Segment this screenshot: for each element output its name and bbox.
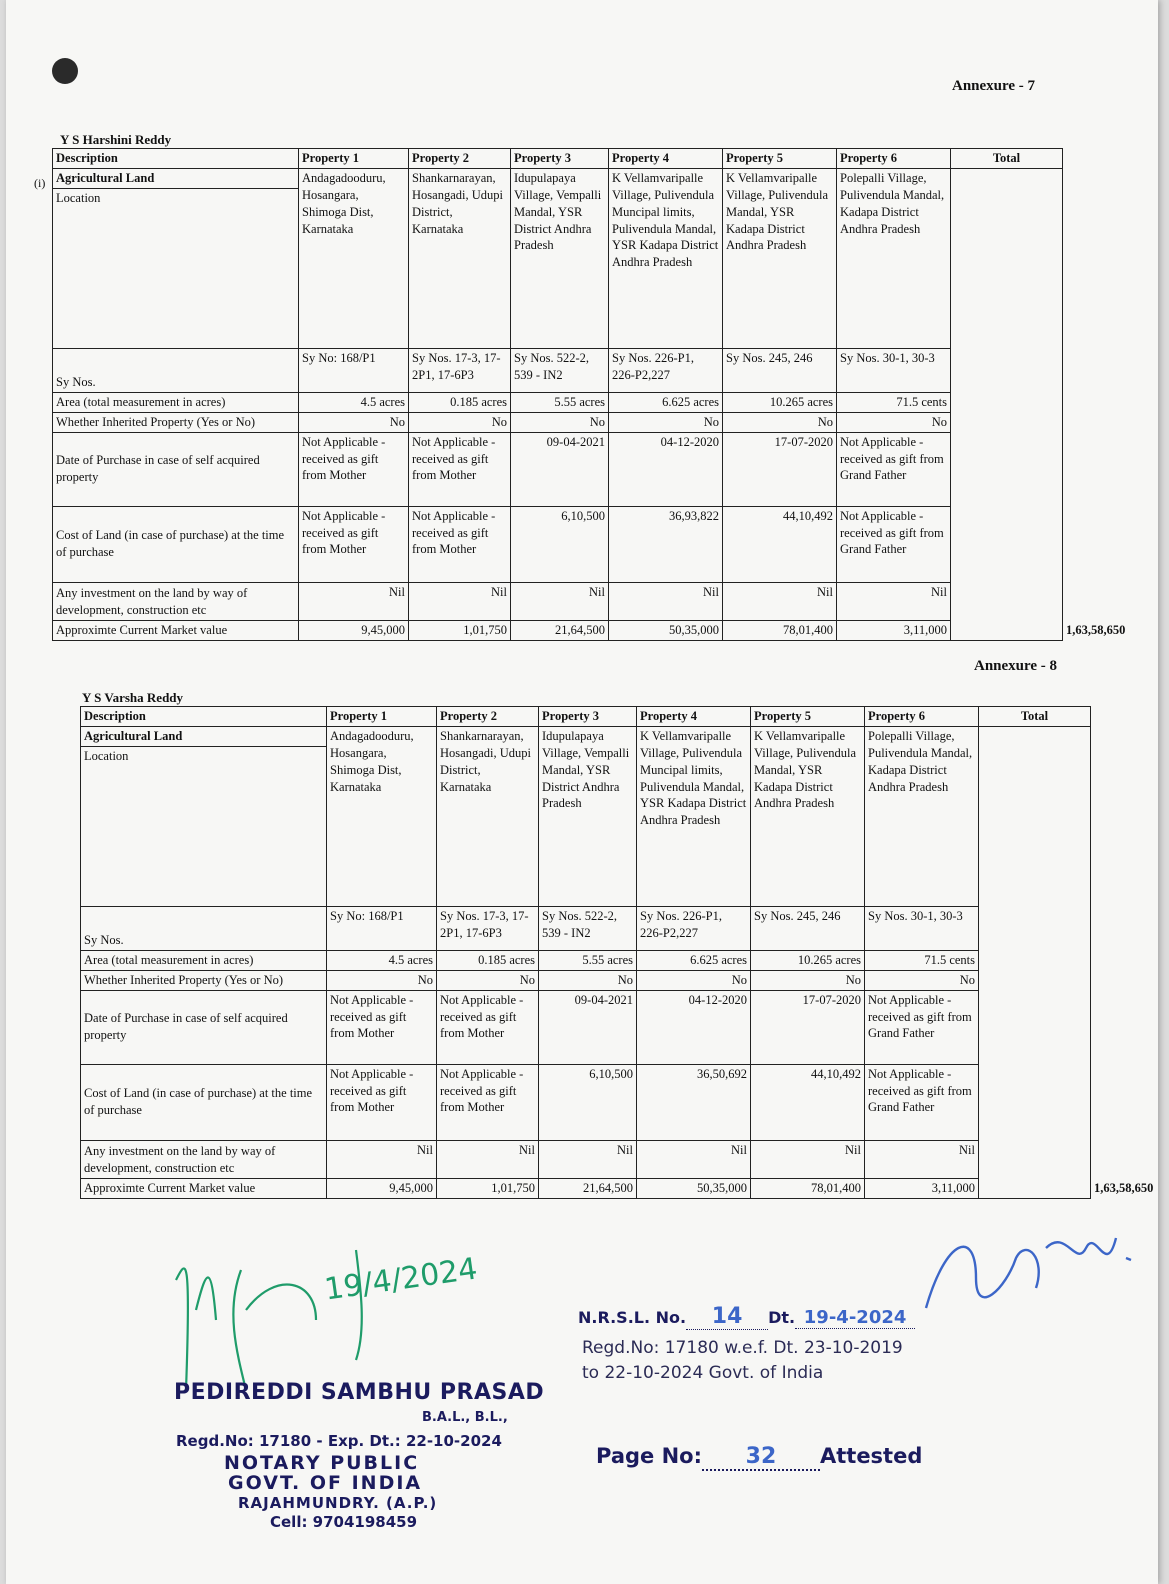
- sy-nos-cell: Sy Nos. 226-P1, 226-P2,227: [637, 906, 751, 950]
- category-label: Agricultural Land: [53, 168, 299, 188]
- area-cell: 4.5 acres: [327, 950, 437, 970]
- inherited-cell: No: [409, 412, 511, 432]
- investment-cell: Nil: [609, 582, 723, 620]
- property-6-header: Property 6: [837, 149, 951, 169]
- cost-cell: Not Applicable - received as gift from Mother: [437, 1064, 539, 1140]
- property-2-header: Property 2: [409, 149, 511, 169]
- property-3-header: Property 3: [511, 149, 609, 169]
- location-cell: Idupulapaya Village, Vempalli Mandal, YSR District Andhra Pradesh: [539, 726, 637, 906]
- property-6-header: Property 6: [865, 707, 979, 727]
- inherited-cell: No: [437, 970, 539, 990]
- market-value-cell: 9,45,000: [327, 1178, 437, 1198]
- market-value-cell: 50,35,000: [637, 1178, 751, 1198]
- area-cell: 71.5 cents: [865, 950, 979, 970]
- property-3-header: Property 3: [539, 707, 637, 727]
- total-header: Total: [979, 707, 1091, 727]
- nrsl-number: 14: [711, 1304, 743, 1329]
- area-cell: 5.55 acres: [539, 950, 637, 970]
- sy-nos-cell: Sy No: 168/P1: [327, 906, 437, 950]
- cost-cell: 6,10,500: [539, 1064, 637, 1140]
- total-column: [979, 726, 1091, 1198]
- market-value-cell: 21,64,500: [539, 1178, 637, 1198]
- sy-nos-label: Sy Nos.: [53, 348, 299, 392]
- sy-nos-cell: Sy Nos. 522-2, 539 - IN2: [511, 348, 609, 392]
- location-cell: K Vellamvaripalle Village, Pulivendula Mandal, YSR Kadapa District Andhra Pradesh: [751, 726, 865, 906]
- attested-label: Attested: [819, 1444, 923, 1468]
- cost-cell: Not Applicable - received as gift from Grand Father: [837, 506, 951, 582]
- investment-cell: Nil: [539, 1140, 637, 1178]
- cost-cell: Not Applicable - received as gift from Grand Father: [865, 1064, 979, 1140]
- annexure-8-label: Annexure - 8: [974, 658, 1058, 674]
- sy-nos-label: Sy Nos.: [81, 906, 327, 950]
- investment-cell: Nil: [837, 582, 951, 620]
- market-value-cell: 1,01,750: [409, 620, 511, 640]
- location-cell: Andagadooduru, Hosangara, Shimoga Dist, Karnataka: [299, 168, 409, 348]
- description-header: Description: [81, 707, 327, 727]
- cost-cell: 6,10,500: [511, 506, 609, 582]
- property-1-header: Property 1: [327, 707, 437, 727]
- nrsl-line: N.R.S.L. No. 14 Dt. 19-4-2024: [578, 1304, 915, 1330]
- purchase-date-cell: 04-12-2020: [609, 432, 723, 506]
- location-cell: Polepalli Village, Pulivendula Mandal, Kadapa District Andhra Pradesh: [837, 168, 951, 348]
- purchase-date-label: Date of Purchase in case of self acquired property: [81, 990, 327, 1064]
- inherited-cell: No: [751, 970, 865, 990]
- investment-cell: Nil: [865, 1140, 979, 1178]
- category-label: Agricultural Land: [81, 726, 327, 746]
- area-cell: 10.265 acres: [751, 950, 865, 970]
- market-value-label: Approximte Current Market value: [53, 620, 299, 640]
- location-cell: Idupulapaya Village, Vempalli Mandal, YSR District Andhra Pradesh: [511, 168, 609, 348]
- investment-cell: Nil: [511, 582, 609, 620]
- sy-nos-cell: Sy Nos. 226-P1, 226-P2,227: [609, 348, 723, 392]
- investment-cell: Nil: [437, 1140, 539, 1178]
- purchase-date-cell: Not Applicable - received as gift from Grand Father: [837, 432, 951, 506]
- area-cell: 5.55 acres: [511, 392, 609, 412]
- investment-label: Any investment on the land by way of development, construction etc: [53, 582, 299, 620]
- market-value-cell: 9,45,000: [299, 620, 409, 640]
- document-page: [6, 0, 1158, 1584]
- cost-cell: Not Applicable - received as gift from Mother: [409, 506, 511, 582]
- inherited-cell: No: [511, 412, 609, 432]
- market-value-cell: 3,11,000: [837, 620, 951, 640]
- purchase-date-cell: Not Applicable - received as gift from Mother: [437, 990, 539, 1064]
- inherited-cell: No: [539, 970, 637, 990]
- area-cell: 10.265 acres: [723, 392, 837, 412]
- purchase-date-cell: 09-04-2021: [539, 990, 637, 1064]
- investment-cell: Nil: [327, 1140, 437, 1178]
- property-5-header: Property 5: [751, 707, 865, 727]
- location-cell: Shankarnarayan, Hosangadi, Udupi District, Karnataka: [409, 168, 511, 348]
- property-4-header: Property 4: [609, 149, 723, 169]
- notary-place: RAJAHMUNDRY. (A.P.): [238, 1494, 438, 1512]
- notary-cell: Cell: 9704198459: [270, 1513, 418, 1531]
- roman-numeral: (i): [34, 176, 46, 190]
- inherited-cell: No: [327, 970, 437, 990]
- notary-title: NOTARY PUBLIC: [224, 1452, 420, 1474]
- investment-cell: Nil: [637, 1140, 751, 1178]
- purchase-date-cell: 09-04-2021: [511, 432, 609, 506]
- notary-degree: B.A.L., B.L.,: [422, 1410, 508, 1425]
- purchase-date-cell: Not Applicable - received as gift from Mother: [299, 432, 409, 506]
- inherited-cell: No: [865, 970, 979, 990]
- market-value-cell: 1,01,750: [437, 1178, 539, 1198]
- annexure-7-owner: Y S Harshini Reddy: [60, 132, 172, 147]
- purchase-date-cell: Not Applicable - received as gift from Mother: [327, 990, 437, 1064]
- inherited-label: Whether Inherited Property (Yes or No): [53, 412, 299, 432]
- area-cell: 6.625 acres: [609, 392, 723, 412]
- location-cell: K Vellamvaripalle Village, Pulivendula Muncipal limits, Pulivendula Mandal, YSR Kadapa District Andhra Pradesh: [609, 168, 723, 348]
- sy-nos-cell: Sy Nos. 17-3, 17-2P1, 17-6P3: [437, 906, 539, 950]
- property-1-header: Property 1: [299, 149, 409, 169]
- market-value-cell: 50,35,000: [609, 620, 723, 640]
- inherited-cell: No: [637, 970, 751, 990]
- location-label: Location: [53, 188, 299, 348]
- inherited-cell: No: [723, 412, 837, 432]
- purchase-date-cell: Not Applicable - received as gift from Grand Father: [865, 990, 979, 1064]
- notary-signature-date: 19/4/2024: [322, 1251, 480, 1308]
- sy-nos-cell: Sy Nos. 522-2, 539 - IN2: [539, 906, 637, 950]
- attestor-signature: [916, 1218, 1156, 1338]
- cost-cell: Not Applicable - received as gift from Mother: [327, 1064, 437, 1140]
- location-cell: Andagadooduru, Hosangara, Shimoga Dist, Karnataka: [327, 726, 437, 906]
- location-cell: Shankarnarayan, Hosangadi, Udupi District, Karnataka: [437, 726, 539, 906]
- area-cell: 6.625 acres: [637, 950, 751, 970]
- sy-nos-cell: Sy Nos. 245, 246: [723, 348, 837, 392]
- inherited-cell: No: [837, 412, 951, 432]
- annexure-7-table: Description Property 1 Property 2 Property 3 Property 4 Property 5 Property 6 Total Agricultural Land Andagadooduru, Hosangara, Shimoga Dist, Karnataka Shankarnarayan, Hosangadi, Udupi District, Karnataka Idupulapaya Village, Vempalli Mandal, YSR District Andhra Pradesh K Vellamvaripalle Village, Pulivendula Muncipal limits, Pulivendula Mandal, YSR Kadapa District Andhra Pradesh K Vellamvaripalle Village, Pulivendula Mandal, YSR Kadapa District Andhra Pradesh Polepalli Village, Pulivendula Mandal, Kadapa District Andhra Pradesh Location Sy Nos. Sy No: 168/P1 Sy Nos. 17-3, 17-2P1, 17-6P3 Sy Nos. 522-2, 539 - IN2 Sy Nos. 226-P1, 226-P2,227 Sy Nos. 245, 246 Sy Nos. 30-1, 30-3 Area (total measurement in acres) 4.5 acres 0.185 acres 5.55 acres 6.625 acres 10.265 acres 71.5 cents Whether Inherited Property (Yes or No) No No No No No No Date of Purchase in case of self acquired property Not Applicable - received as gift from Mother Not Applicable - received as gift from Mother 09-04-2021 04-12-2020 17-07-2020 Not Applicable - received as gift from Grand Father Cost of Land (in case of purchase) at the time of purchase Not Applicable - received as gift from Mother Not Applicable - received as gift from Mother 6,10,500 36,93,822 44,10,492 Not Applicable - received as gift from Grand Father Any investment on the land by way of development, construction etc Nil Nil Nil Nil Nil Nil Approximte Current Market value 9,45,000 1,01,750 21,64,500 50,35,000 78,01,400 3,11,000 1,63,58,650: [52, 148, 1063, 641]
- market-value-cell: 78,01,400: [723, 620, 837, 640]
- property-4-header: Property 4: [637, 707, 751, 727]
- cost-cell: Not Applicable - received as gift from Mother: [299, 506, 409, 582]
- location-cell: K Vellamvaripalle Village, Pulivendula Muncipal limits, Pulivendula Mandal, YSR Kadapa District Andhra Pradesh: [637, 726, 751, 906]
- purchase-date-cell: Not Applicable - received as gift from Mother: [409, 432, 511, 506]
- notary-regd: Regd.No: 17180 - Exp. Dt.: 22-10-2024: [176, 1432, 502, 1450]
- purchase-date-cell: 17-07-2020: [751, 990, 865, 1064]
- notary-govt: GOVT. OF INDIA: [228, 1472, 423, 1494]
- page-number: 32: [745, 1444, 777, 1469]
- cost-cell: 36,93,822: [609, 506, 723, 582]
- area-label: Area (total measurement in acres): [81, 950, 327, 970]
- description-header: Description: [53, 149, 299, 169]
- location-cell: Polepalli Village, Pulivendula Mandal, Kadapa District Andhra Pradesh: [865, 726, 979, 906]
- sy-nos-cell: Sy No: 168/P1: [299, 348, 409, 392]
- inherited-label: Whether Inherited Property (Yes or No): [81, 970, 327, 990]
- investment-cell: Nil: [299, 582, 409, 620]
- investment-cell: Nil: [751, 1140, 865, 1178]
- area-cell: 0.185 acres: [409, 392, 511, 412]
- page-number-line: Page No: 32 Attested: [596, 1444, 923, 1469]
- total-header: Total: [951, 149, 1063, 169]
- market-value-cell: 21,64,500: [511, 620, 609, 640]
- market-value-cell: 3,11,000: [865, 1178, 979, 1198]
- notary-name: PEDIREDDI SAMBHU PRASAD: [174, 1380, 545, 1405]
- nrsl-regd: Regd.No: 17180 w.e.f. Dt. 23-10-2019: [582, 1338, 903, 1358]
- cost-cell: 44,10,492: [751, 1064, 865, 1140]
- sy-nos-cell: Sy Nos. 245, 246: [751, 906, 865, 950]
- annexure-7-label: Annexure - 7: [952, 78, 1036, 94]
- investment-label: Any investment on the land by way of development, construction etc: [81, 1140, 327, 1178]
- inherited-cell: No: [299, 412, 409, 432]
- annexure-8-table: Description Property 1 Property 2 Property 3 Property 4 Property 5 Property 6 Total Agricultural Land Andagadooduru, Hosangara, Shimoga Dist, Karnataka Shankarnarayan, Hosangadi, Udupi District, Karnataka Idupulapaya Village, Vempalli Mandal, YSR District Andhra Pradesh K Vellamvaripalle Village, Pulivendula Muncipal limits, Pulivendula Mandal, YSR Kadapa District Andhra Pradesh K Vellamvaripalle Village, Pulivendula Mandal, YSR Kadapa District Andhra Pradesh Polepalli Village, Pulivendula Mandal, Kadapa District Andhra Pradesh Location Sy Nos. Sy No: 168/P1 Sy Nos. 17-3, 17-2P1, 17-6P3 Sy Nos. 522-2, 539 - IN2 Sy Nos. 226-P1, 226-P2,227 Sy Nos. 245, 246 Sy Nos. 30-1, 30-3 Area (total measurement in acres) 4.5 acres 0.185 acres 5.55 acres 6.625 acres 10.265 acres 71.5 cents Whether Inherited Property (Yes or No) No No No No No No Date of Purchase in case of self acquired property Not Applicable - received as gift from Mother Not Applicable - received as gift from Mother 09-04-2021 04-12-2020 17-07-2020 Not Applicable - received as gift from Grand Father Cost of Land (in case of purchase) at the time of purchase Not Applicable - received as gift from Mother Not Applicable - received as gift from Mother 6,10,500 36,50,692 44,10,492 Not Applicable - received as gift from Grand Father Any investment on the land by way of development, construction etc Nil Nil Nil Nil Nil Nil Approximte Current Market value 9,45,000 1,01,750 21,64,500 50,35,000 78,01,400 3,11,000 1,63,58,650: [80, 706, 1091, 1199]
- sy-nos-cell: Sy Nos. 30-1, 30-3: [865, 906, 979, 950]
- purchase-date-label: Date of Purchase in case of self acquired property: [53, 432, 299, 506]
- area-cell: 4.5 acres: [299, 392, 409, 412]
- purchase-date-cell: 04-12-2020: [637, 990, 751, 1064]
- cost-cell: 36,50,692: [637, 1064, 751, 1140]
- property-2-header: Property 2: [437, 707, 539, 727]
- sy-nos-cell: Sy Nos. 17-3, 17-2P1, 17-6P3: [409, 348, 511, 392]
- purchase-date-cell: 17-07-2020: [723, 432, 837, 506]
- area-cell: 0.185 acres: [437, 950, 539, 970]
- area-label: Area (total measurement in acres): [53, 392, 299, 412]
- investment-cell: Nil: [409, 582, 511, 620]
- punch-hole: [52, 58, 78, 84]
- cost-label: Cost of Land (in case of purchase) at the time of purchase: [53, 506, 299, 582]
- inherited-cell: No: [609, 412, 723, 432]
- sy-nos-cell: Sy Nos. 30-1, 30-3: [837, 348, 951, 392]
- annexure-8-owner: Y S Varsha Reddy: [82, 690, 184, 705]
- market-value-label: Approximte Current Market value: [81, 1178, 327, 1198]
- investment-cell: Nil: [723, 582, 837, 620]
- property-5-header: Property 5: [723, 149, 837, 169]
- total-column: [951, 168, 1063, 640]
- market-value-cell: 78,01,400: [751, 1178, 865, 1198]
- cost-cell: 44,10,492: [723, 506, 837, 582]
- location-cell: K Vellamvaripalle Village, Pulivendula Mandal, YSR Kadapa District Andhra Pradesh: [723, 168, 837, 348]
- nrsl-date: 19-4-2024: [803, 1307, 907, 1328]
- area-cell: 71.5 cents: [837, 392, 951, 412]
- cost-label: Cost of Land (in case of purchase) at the time of purchase: [81, 1064, 327, 1140]
- nrsl-to: to 22-10-2024 Govt. of India: [582, 1363, 824, 1383]
- location-label: Location: [81, 746, 327, 906]
